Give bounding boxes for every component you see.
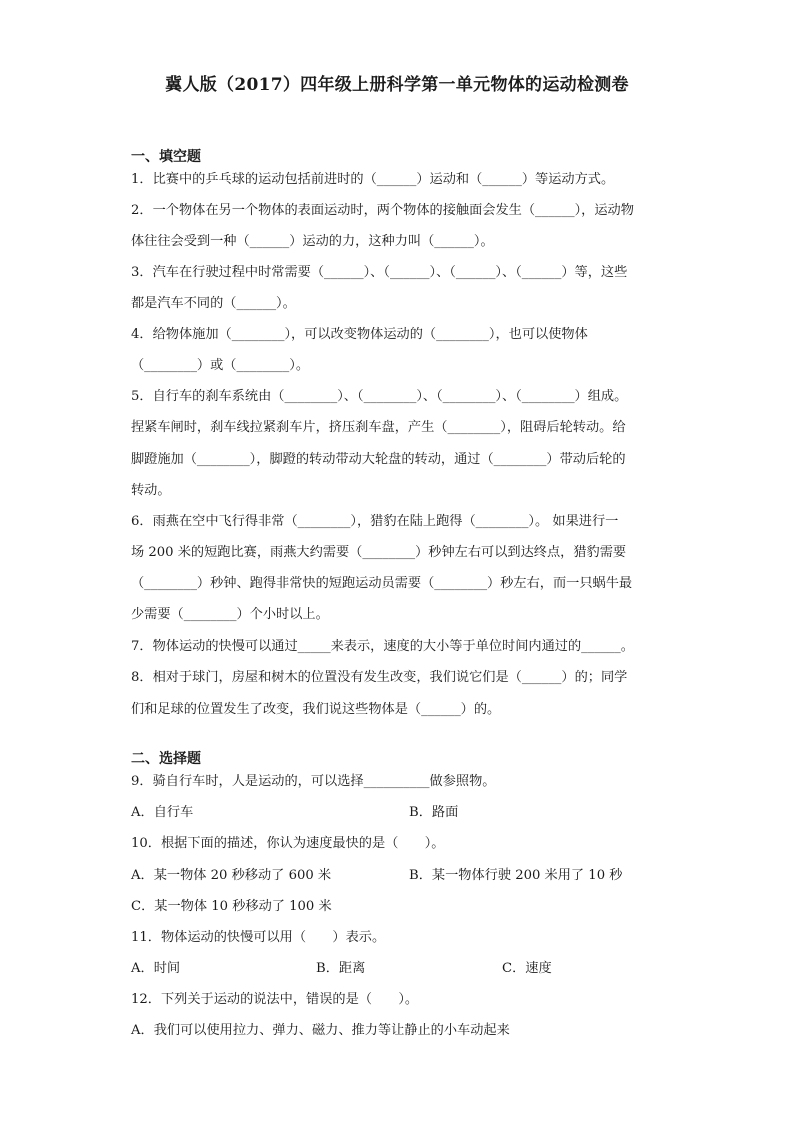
q6-line-1: 6．雨燕在空中飞行得非常（________），猎豹在陆上跑得（________）。 如果进行一 bbox=[131, 514, 619, 529]
q5-line-3: 脚蹬施加（________），脚蹬的转动带动大轮盘的转动，通过（________）带动后轮的 bbox=[131, 452, 626, 467]
q8-line-1: 8．相对于球门，房屋和树木的位置没有发生改变，我们说它们是（______）的；同学 bbox=[131, 670, 628, 685]
q9-option-a: A．自行车 bbox=[131, 805, 194, 820]
q6-line-4: 少需要（________）个小时以上。 bbox=[131, 607, 329, 622]
q6-line-3: （________）秒钟、跑得非常快的短跑运动员需要（________）秒左右，而一只蜗牛最 bbox=[131, 576, 633, 591]
section-fill-blank-heading: 一、填空题 bbox=[131, 149, 201, 165]
q11-stem: 11．物体运动的快慢可以用（ ）表示。 bbox=[131, 930, 386, 945]
q1-line-1: 1．比赛中的乒乓球的运动包括前进时的（______）运动和（______）等运动方式。 bbox=[131, 172, 615, 187]
q2-line-2: 体往往会受到一种（______）运动的力，这种力叫（______）。 bbox=[131, 234, 494, 249]
q12-stem: 12．下列关于运动的说法中，错误的是（ ）。 bbox=[131, 992, 419, 1007]
section-multiple-choice-heading: 二、选择题 bbox=[131, 751, 201, 767]
q7-line-1: 7．物体运动的快慢可以通过_____来表示，速度的大小等于单位时间内通过的______。 bbox=[131, 639, 634, 654]
q12-option-a: A．我们可以使用拉力、弹力、磁力、推力等让静止的小车动起来 bbox=[131, 1023, 510, 1038]
q9-option-b: B．路面 bbox=[409, 805, 459, 820]
q10-option-a: A．某一物体 20 秒移动了 600 米 bbox=[131, 868, 332, 883]
q10-stem: 10．根据下面的描述，你认为速度最快的是（ ）。 bbox=[131, 836, 445, 851]
q4-line-2: （________）或（________）。 bbox=[131, 358, 310, 373]
q2-line-1: 2．一个物体在另一个物体的表面运动时，两个物体的接触面会发生（______），运动物 bbox=[131, 203, 634, 218]
q5-line-1: 5．自行车的刹车系统由（________）、（________）、（________）、（________）组成。 bbox=[131, 389, 628, 404]
page-title: 冀人版（2017）四年级上册科学第一单元物体的运动检测卷 bbox=[165, 75, 629, 95]
q5-line-2: 捏紧车闸时，刹车线拉紧刹车片，挤压刹车盘，产生（________），阻碍后轮转动。给 bbox=[131, 420, 626, 435]
q9-stem: 9．骑自行车时，人是运动的，可以选择__________做参照物。 bbox=[131, 774, 496, 789]
q11-option-c: C．速度 bbox=[502, 961, 552, 976]
q6-line-2: 场 200 米的短跑比赛，雨燕大约需要（________）秒钟左右可以到达终点，猎豹需要 bbox=[131, 545, 627, 560]
q10-option-b: B．某一物体行驶 200 米用了 10 秒 bbox=[409, 868, 623, 883]
q10-option-c: C．某一物体 10 秒移动了 100 米 bbox=[131, 899, 332, 914]
q11-option-b: B．距离 bbox=[316, 961, 366, 976]
q3-line-2: 都是汽车不同的（______）。 bbox=[131, 296, 296, 311]
q11-option-a: A．时间 bbox=[131, 961, 181, 976]
q4-line-1: 4．给物体施加（________），可以改变物体运动的（________），也可以使物体 bbox=[131, 327, 588, 342]
q5-line-4: 转动。 bbox=[131, 483, 171, 498]
q8-line-2: 们和足球的位置发生了改变，我们说这些物体是（______）的。 bbox=[131, 702, 501, 717]
q3-line-1: 3．汽车在行驶过程中时常需要（______）、（______）、（______）、（______）等，这些 bbox=[131, 265, 628, 280]
